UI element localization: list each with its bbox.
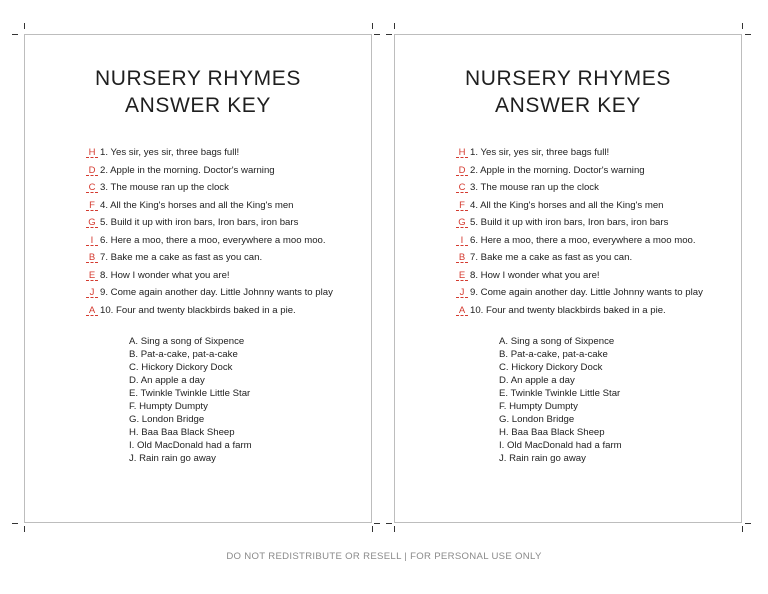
crop-mark (12, 523, 18, 524)
question-text: 5. Build it up with iron bars, Iron bars, iron bars (470, 217, 669, 228)
question-item (456, 214, 738, 232)
answer-letter: B (86, 253, 98, 263)
option-item: A. Sing a song of Sixpence (129, 336, 245, 347)
question-text: 3. The mouse ran up the clock (470, 182, 599, 193)
crop-mark (386, 523, 392, 524)
option-item: F. Humpty Dumpty (129, 401, 208, 412)
question-text: 4. All the King's horses and all the King's men (100, 199, 294, 211)
crop-mark (742, 526, 743, 532)
question-item (456, 249, 738, 267)
question-text: 10. Four and twenty blackbirds baked in a pie. (100, 304, 296, 316)
crop-mark (372, 23, 373, 29)
option-item: F. Humpty Dumpty (499, 401, 578, 412)
answer-letter: C (86, 183, 98, 193)
usage-notice: DO NOT REDISTRIBUTE OR RESELL | FOR PERSONAL USE ONLY (226, 551, 542, 562)
title-line: ANSWER KEY (124, 94, 272, 117)
question-text: 2. Apple in the morning. Doctor's warning (470, 164, 645, 176)
question-text: 1. Yes sir, yes sir, three bags full! (470, 147, 610, 158)
question-text: 8. How I wonder what you are! (470, 269, 600, 281)
answer-letter: J (86, 288, 98, 298)
answer-letter: A (456, 306, 468, 316)
option-item: A. Sing a song of Sixpence (499, 336, 615, 347)
crop-mark (374, 34, 380, 35)
crop-mark (24, 526, 25, 532)
title-line: NURSERY RHYMES (94, 67, 301, 90)
option-item: J. Rain rain go away (499, 453, 586, 464)
option-item: B. Pat-a-cake, pat-a-cake (129, 349, 238, 360)
option-item: J. Rain rain go away (129, 453, 216, 464)
card-title (25, 65, 371, 119)
option-item: D. An apple a day (499, 375, 575, 386)
answer-letter: D (456, 166, 468, 176)
option-item: B. Pat-a-cake, pat-a-cake (499, 349, 608, 360)
question-text: 5. Build it up with iron bars, Iron bars, iron bars (100, 217, 299, 228)
question-text: 6. Here a moo, there a moo, everywhere a moo moo. (100, 234, 326, 246)
question-item (86, 267, 368, 285)
crop-mark (386, 34, 392, 35)
question-text: 7. Bake me a cake as fast as you can. (100, 252, 263, 263)
option-item: C. Hickory Dickory Dock (499, 362, 603, 373)
question-item (456, 284, 738, 302)
question-text: 7. Bake me a cake as fast as you can. (470, 252, 633, 263)
question-item (86, 302, 368, 320)
question-text: 9. Come again another day. Little Johnny wants to play (100, 287, 333, 298)
question-text: 10. Four and twenty blackbirds baked in a pie. (470, 304, 666, 316)
answer-letter: I (456, 236, 468, 246)
answer-letter: B (456, 253, 468, 263)
crop-mark (745, 34, 751, 35)
option-item: E. Twinkle Twinkle Little Star (129, 388, 251, 399)
question-item (456, 179, 738, 197)
question-item (456, 232, 738, 250)
answer-key-card-right (394, 34, 742, 523)
answer-letter: H (456, 148, 468, 158)
question-text: 8. How I wonder what you are! (100, 269, 230, 281)
option-item: H. Baa Baa Black Sheep (499, 427, 605, 438)
crop-mark (372, 526, 373, 532)
question-text: 9. Come again another day. Little Johnny wants to play (470, 287, 703, 298)
option-item: C. Hickory Dickory Dock (129, 362, 233, 373)
question-text: 6. Here a moo, there a moo, everywhere a moo moo. (470, 234, 696, 246)
option-item: I. Old MacDonald had a farm (129, 440, 252, 451)
option-list (129, 335, 252, 465)
question-item (86, 232, 368, 250)
question-text: 1. Yes sir, yes sir, three bags full! (100, 147, 240, 158)
answer-letter: E (86, 271, 98, 281)
question-item (86, 284, 368, 302)
question-item (456, 144, 738, 162)
question-item (86, 249, 368, 267)
option-item: G. London Bridge (129, 414, 205, 425)
answer-key-card-left (24, 34, 372, 523)
answer-letter: D (86, 166, 98, 176)
crop-mark (742, 23, 743, 29)
option-list (499, 335, 622, 465)
answer-letter: J (456, 288, 468, 298)
option-item: H. Baa Baa Black Sheep (129, 427, 235, 438)
option-item: D. An apple a day (129, 375, 205, 386)
question-item (86, 197, 368, 215)
question-item (86, 144, 368, 162)
question-text: 2. Apple in the morning. Doctor's warning (100, 164, 275, 176)
answer-letter: F (456, 201, 468, 211)
question-text: 4. All the King's horses and all the King's men (470, 199, 664, 211)
option-item: G. London Bridge (499, 414, 575, 425)
question-item (456, 162, 738, 180)
answer-letter: H (86, 148, 98, 158)
question-item (86, 214, 368, 232)
answer-letter: C (456, 183, 468, 193)
answer-letter: E (456, 271, 468, 281)
question-item (86, 179, 368, 197)
card-title (395, 65, 741, 119)
answer-letter: G (86, 218, 98, 228)
title-line: NURSERY RHYMES (464, 67, 671, 90)
crop-mark (394, 23, 395, 29)
crop-mark (745, 523, 751, 524)
crop-mark (24, 23, 25, 29)
question-list (456, 144, 738, 319)
crop-mark (12, 34, 18, 35)
question-item (456, 302, 738, 320)
question-item (456, 197, 738, 215)
crop-mark (394, 526, 395, 532)
option-item: I. Old MacDonald had a farm (499, 440, 622, 451)
question-item (86, 162, 368, 180)
question-text: 3. The mouse ran up the clock (100, 182, 229, 193)
answer-letter: G (456, 218, 468, 228)
option-item: E. Twinkle Twinkle Little Star (499, 388, 621, 399)
answer-letter: I (86, 236, 98, 246)
title-line: ANSWER KEY (494, 94, 642, 117)
answer-letter: F (86, 201, 98, 211)
crop-mark (374, 523, 380, 524)
answer-letter: A (86, 306, 98, 316)
question-item (456, 267, 738, 285)
question-list (86, 144, 368, 319)
